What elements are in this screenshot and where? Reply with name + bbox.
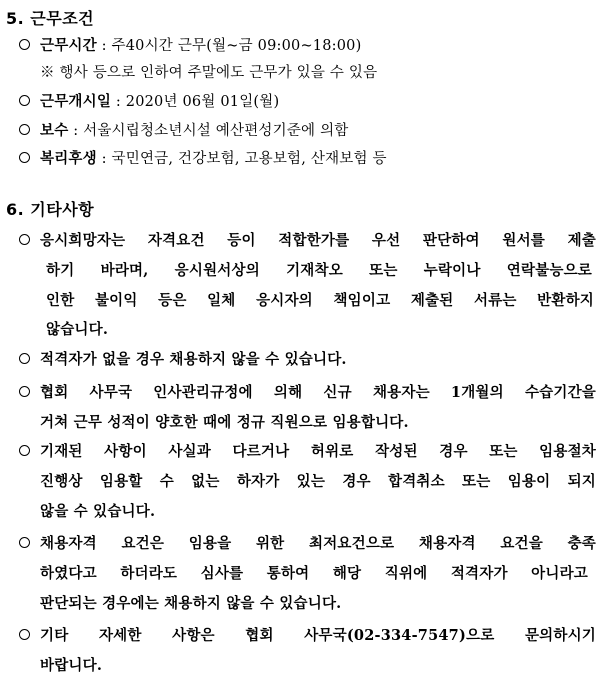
benefits-separator: : bbox=[96, 151, 112, 167]
notice-4-line-1: 기재된 사항이 사실과 다르거나 허위로 작성된 경우 또는 임용절차 bbox=[40, 443, 596, 460]
notice-1-line-2: 하기 바라며, 응시원서상의 기재착오 또는 누락이나 연락불능으로 bbox=[46, 262, 592, 279]
work-hours-line bbox=[40, 34, 361, 55]
start-date-value: 2020년 06월 01일(월) bbox=[125, 94, 280, 110]
bullet-circle-icon bbox=[19, 445, 30, 456]
notice-1-line-3: 인한 불이익 등은 일체 응시자의 책임이고 제출된 서류는 반환하지 bbox=[46, 292, 594, 309]
work-hours-value: 주40시간 근무(월~금 09:00~18:00) bbox=[111, 38, 362, 54]
bullet-circle-icon bbox=[19, 39, 30, 50]
bullet-circle-icon bbox=[19, 629, 30, 640]
bullet-circle-icon bbox=[19, 537, 30, 548]
start-date-line bbox=[40, 90, 279, 111]
start-date-label: 근무개시일 bbox=[40, 93, 112, 110]
bullet-circle-icon bbox=[19, 95, 30, 106]
notice-1-line-1: 응시희망자는 자격요건 등이 적합한가를 우선 판단하여 원서를 제출 bbox=[40, 232, 596, 249]
salary-separator: : bbox=[68, 123, 84, 139]
section-5-title: 5. 근무조건 bbox=[6, 9, 95, 28]
work-hours-separator: : bbox=[96, 38, 112, 54]
notice-1-line-4: 않습니다. bbox=[46, 321, 109, 338]
bullet-circle-icon bbox=[19, 386, 30, 397]
notice-5-line-2: 하였다고 하더라도 심사를 통하여 해당 직위에 적격자가 아니라고 bbox=[40, 565, 588, 582]
start-date-separator: : bbox=[111, 94, 126, 110]
bullet-circle-icon bbox=[19, 234, 30, 245]
benefits-value: 국민연금, 건강보험, 고용보험, 산재보험 등 bbox=[111, 151, 387, 167]
weekend-note: ※ 행사 등으로 인하여 주말에도 근무가 있을 수 있음 bbox=[40, 65, 378, 81]
notice-3-line-1: 협회 사무국 인사관리규정에 의해 신규 채용자는 1개월의 수습기간을 bbox=[40, 384, 596, 401]
bullet-circle-icon bbox=[19, 124, 30, 135]
notice-2-line-1: 적격자가 없을 경우 채용하지 않을 수 있습니다. bbox=[40, 351, 347, 368]
salary-line bbox=[40, 119, 348, 140]
section-6-title: 6. 기타사항 bbox=[6, 200, 95, 219]
work-hours-label: 근무시간 bbox=[40, 37, 97, 54]
notice-5-line-1: 채용자격 요건은 임용을 위한 최저요건으로 채용자격 요건을 충족 bbox=[40, 535, 596, 552]
notice-3-line-2: 거쳐 근무 성적이 양호한 때에 정규 직원으로 임용합니다. bbox=[40, 414, 409, 431]
bullet-circle-icon bbox=[19, 152, 30, 163]
bullet-circle-icon bbox=[19, 353, 30, 364]
notice-5-line-3: 판단되는 경우에는 채용하지 않을 수 있습니다. bbox=[40, 595, 342, 612]
benefits-label: 복리후생 bbox=[40, 150, 97, 167]
salary-label: 보수 bbox=[40, 122, 69, 139]
notice-4-line-3: 않을 수 있습니다. bbox=[40, 503, 156, 520]
salary-value: 서울시립청소년시설 예산편성기준에 의함 bbox=[83, 123, 349, 139]
notice-4-line-2: 진행상 임용할 수 없는 하자가 있는 경우 합격취소 또는 임용이 되지 bbox=[40, 473, 596, 490]
benefits-line bbox=[40, 147, 387, 168]
notice-6-line-1: 기타 자세한 사항은 협회 사무국(02-334-7547)으로 문의하시기 bbox=[40, 627, 596, 644]
notice-6-line-2: 바랍니다. bbox=[40, 657, 103, 674]
